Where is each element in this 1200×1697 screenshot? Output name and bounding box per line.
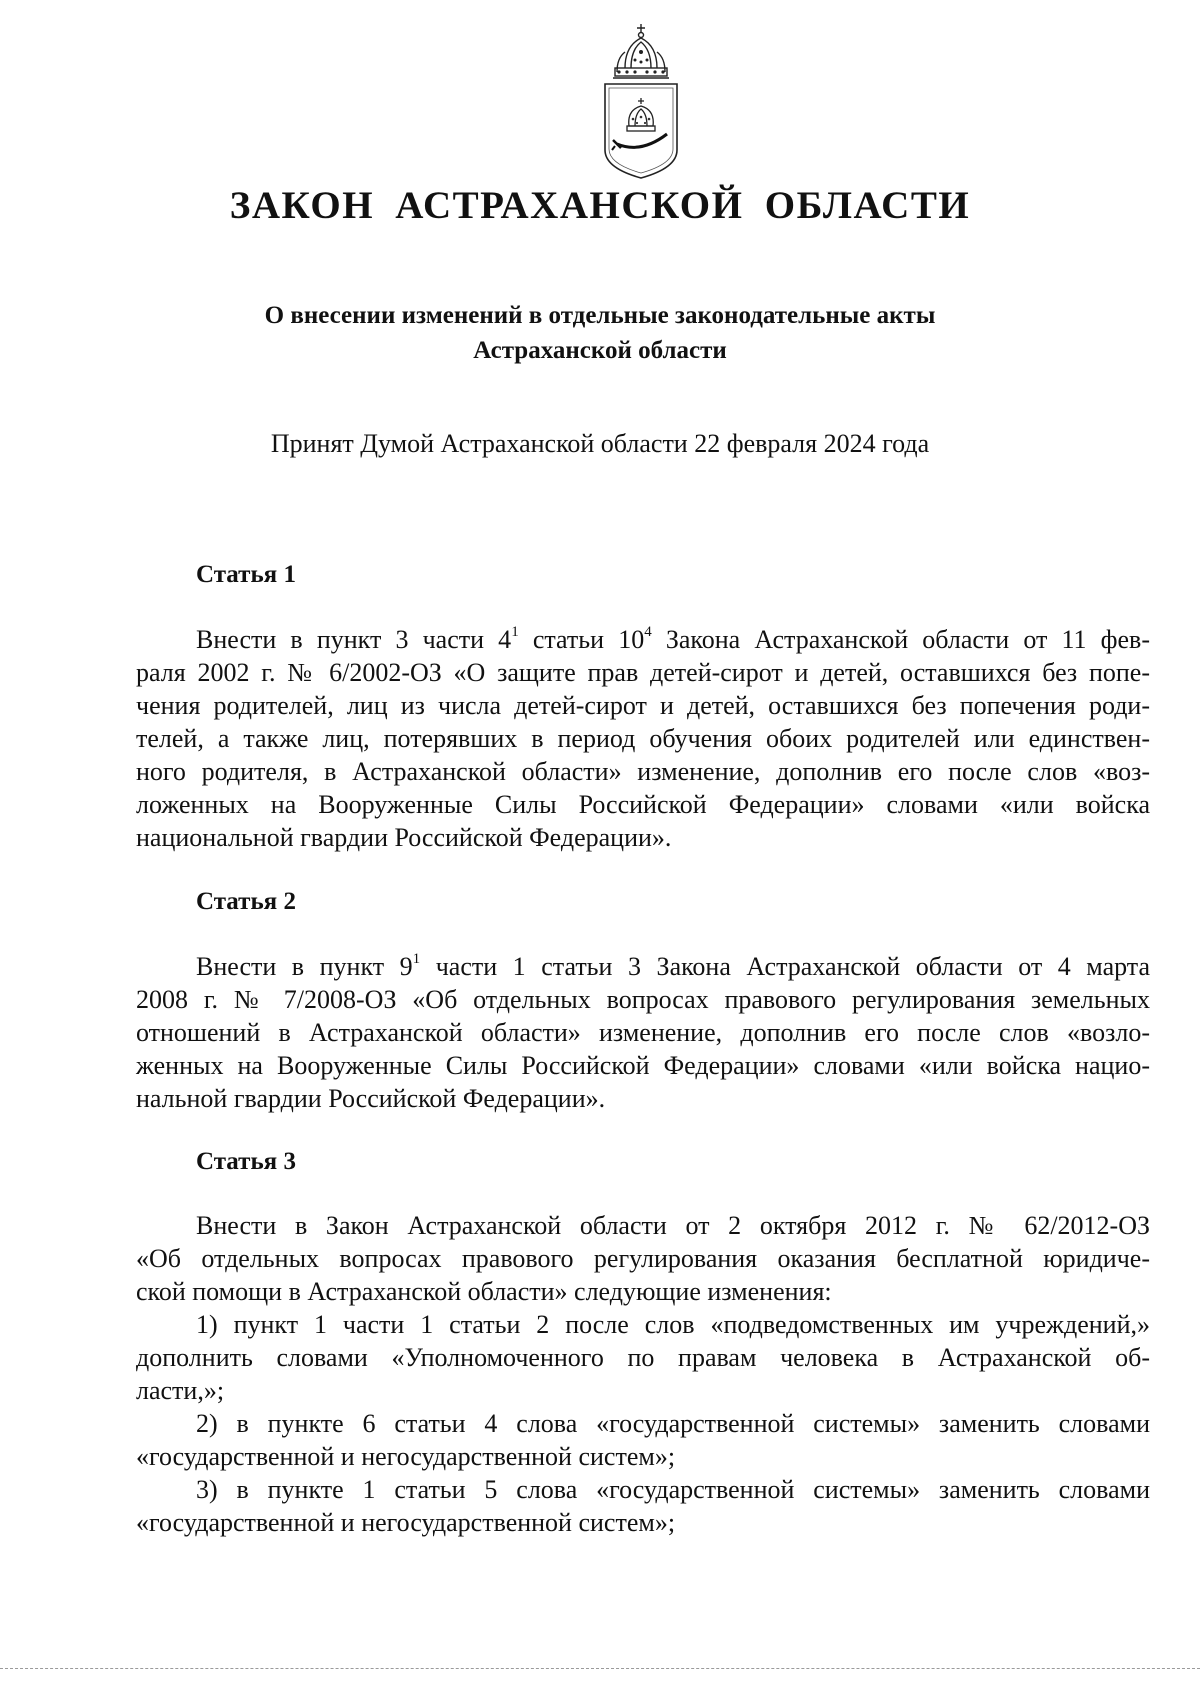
article-3-heading: Статья 3	[196, 1148, 296, 1175]
text-line: «государственной и негосударственной систем»;	[136, 1442, 676, 1471]
article-3-text	[136, 1209, 1150, 1539]
text-line: Внести в пункт 3 части $4^1$ статьи $10^4$ Закона Астраханской области от 11 фев-	[196, 624, 1150, 654]
list-item-1: 1) пункт 1 части 1 статьи 2 после слов «подведомственных им учреждений,»	[196, 1310, 1150, 1339]
subtitle-line-1: О внесении изменений в отдельные законодательные акты	[264, 302, 936, 329]
law-title: ЗАКОН АСТРАХАНСКОЙ ОБЛАСТИ	[229, 184, 971, 227]
law-subtitle	[0, 298, 1200, 368]
text-line: женных на Вооруженные Силы Российской Федерации» словами «или войска нацио-	[136, 1051, 1150, 1080]
text-line: ласти,»;	[136, 1376, 225, 1405]
article-1-text	[136, 623, 1150, 854]
list-item-2: 2) в пункте 6 статьи 4 слова «государственной системы» заменить словами	[196, 1409, 1150, 1438]
text-line: «государственной и негосударственной систем»;	[136, 1508, 676, 1537]
article-2-heading: Статья 2	[196, 888, 296, 915]
text-line: ской помощи в Астраханской области» следующие изменения:	[136, 1277, 832, 1306]
text-line: «Об отдельных вопросах правового регулирования оказания бесплатной юридиче-	[136, 1244, 1150, 1273]
subtitle-line-2: Астраханской области	[473, 337, 727, 364]
text-line: ного родителя, в Астраханской области» изменение, дополнив его после слов «воз-	[136, 757, 1150, 786]
text-line: телей, а также лиц, потерявших в период обучения обоих родителей или единствен-	[136, 724, 1150, 753]
text-line: национальной гвардии Российской Федерации».	[136, 823, 672, 852]
article-2-text	[136, 950, 1150, 1115]
coat-of-arms-emblem	[595, 22, 687, 182]
page-bottom-divider	[0, 1668, 1200, 1669]
text-line: ложенных на Вооруженные Силы Российской Федерации» словами «или войска	[136, 790, 1150, 819]
article-1-heading: Статья 1	[196, 561, 296, 588]
text-line: дополнить словами «Уполномоченного по правам человека в Астраханской об-	[136, 1343, 1150, 1372]
text-line: Внести в пункт $9^1$ части 1 статьи 3 Закона Астраханской области от 4 марта	[196, 951, 1150, 981]
list-item-3: 3) в пункте 1 статьи 5 слова «государственной системы» заменить словами	[196, 1475, 1150, 1504]
text-line: отношений в Астраханской области» изменение, дополнив его после слов «возло-	[136, 1018, 1150, 1047]
text-line: раля 2002 г. № 6/2002-ОЗ «О защите прав детей-сирот и детей, оставшихся без попе-	[136, 658, 1150, 687]
text-line: нальной гвардии Российской Федерации».	[136, 1084, 606, 1113]
text-line: Внести в Закон Астраханской области от 2 октября 2012 г. № 62/2012-ОЗ	[196, 1211, 1150, 1240]
adoption-statement: Принят Думой Астраханской области 22 февраля 2024 года	[270, 429, 930, 458]
text-line: чения родителей, лиц из числа детей-сирот и детей, оставшихся без попечения роди-	[136, 691, 1150, 720]
text-line: 2008 г. № 7/2008-ОЗ «Об отдельных вопросах правового регулирования земельных	[136, 985, 1150, 1014]
